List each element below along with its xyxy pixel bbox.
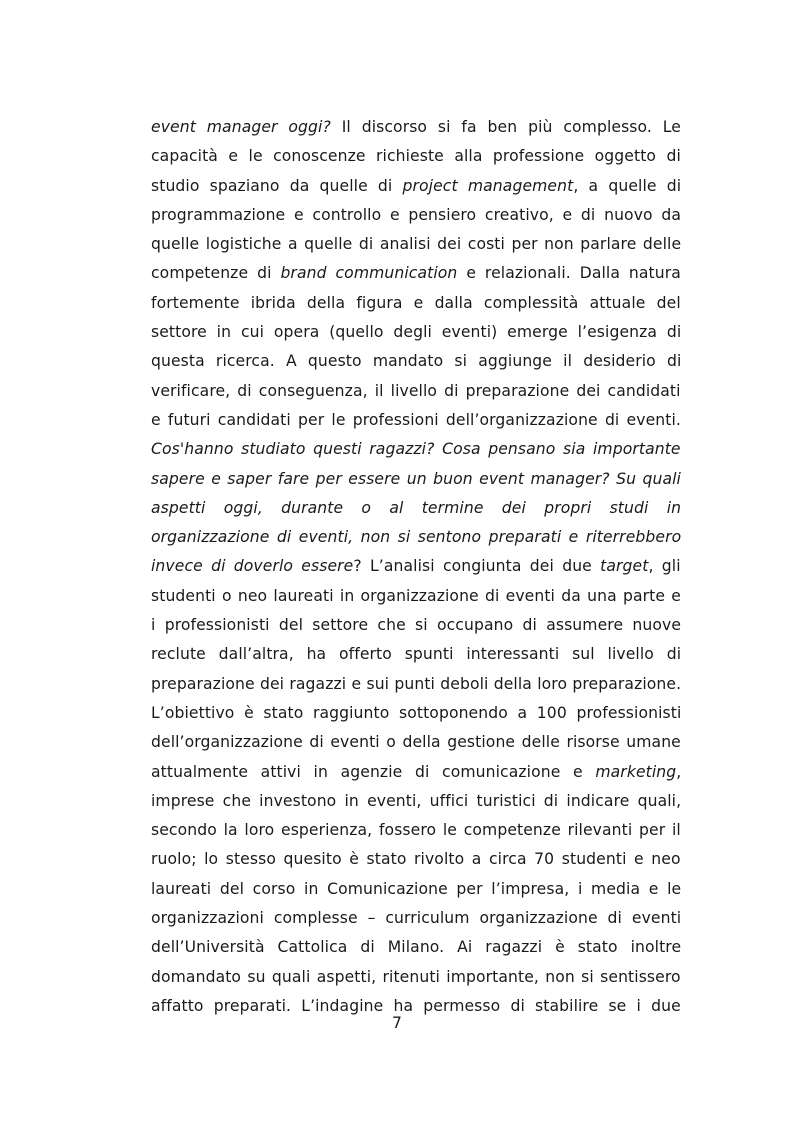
- text-segment: ruolo; lo stesso quesito è stato rivolto a circa 70 studenti e neo: [151, 850, 681, 869]
- text-line: [151, 172, 681, 201]
- text-line: [151, 816, 681, 845]
- text-segment: dell’Università Cattolica di Milano. Ai ragazzi è stato inoltre: [151, 938, 682, 957]
- text-line: [151, 552, 681, 581]
- page-number: 7: [392, 1014, 402, 1032]
- text-segment: dell’organizzazione di eventi o della gestione delle risorse umane: [151, 733, 681, 752]
- text-line: [151, 699, 681, 728]
- text-segment: affatto preparati. L’indagine ha permesso di stabilire se i due: [151, 996, 681, 1015]
- text-line: [151, 728, 681, 757]
- text-segment: imprese che investono in eventi, uffici turistici di indicare quali,: [151, 791, 682, 810]
- text-line: [151, 377, 681, 406]
- italic-text-segment: sapere e saper fare per essere un buon event manager? Su quali: [151, 469, 681, 488]
- text-segment: domandato su quali aspetti, ritenuti importante, non si sentissero: [151, 967, 681, 986]
- text-line: [151, 465, 681, 494]
- text-segment: i professionisti del settore che si occupano di assumere nuove: [151, 616, 682, 635]
- text-line: [151, 787, 681, 816]
- text-segment: questa ricerca. A questo mandato si aggiunge il desiderio di: [151, 352, 682, 371]
- italic-text-segment: brand communication: [280, 264, 458, 283]
- italic-text-segment: invece di doverlo essere: [151, 557, 354, 576]
- italic-text-segment: project management: [402, 176, 574, 195]
- text-line: [151, 230, 681, 259]
- text-segment: verificare, di conseguenza, il livello di preparazione dei candidati: [151, 381, 681, 400]
- text-line: [151, 523, 681, 552]
- text-segment: , a quelle di: [573, 176, 682, 195]
- text-line: [151, 113, 681, 142]
- text-segment: studio spaziano da quelle di: [151, 176, 403, 195]
- text-segment: preparazione dei ragazzi e sui punti deboli della loro preparazione.: [151, 674, 682, 693]
- text-line: [151, 670, 681, 699]
- body-text: [151, 113, 681, 1021]
- text-segment: organizzazioni complesse – curriculum organizzazione di eventi: [151, 909, 682, 928]
- text-line: [151, 845, 681, 874]
- italic-text-segment: marketing: [595, 762, 677, 781]
- text-line: [151, 201, 681, 230]
- text-segment: secondo la loro esperienza, fossero le competenze rilevanti per il: [151, 821, 681, 840]
- text-line: [151, 963, 681, 992]
- text-line: [151, 494, 681, 523]
- text-segment: competenze di: [151, 264, 281, 283]
- text-segment: L’obiettivo è stato raggiunto sottoponendo a 100 professionisti: [151, 703, 682, 722]
- italic-text-segment: aspetti oggi, durante o al termine dei propri studi in: [151, 498, 682, 517]
- text-line: [151, 318, 681, 347]
- italic-text-segment: event manager oggi?: [151, 118, 331, 136]
- italic-text-segment: Cos'hanno studiato questi ragazzi? Cosa pensano sia importante: [151, 440, 681, 459]
- text-segment: ? L’analisi congiunta dei due: [353, 557, 601, 576]
- text-segment: capacità e le conoscenze richieste alla professione oggetto di: [151, 147, 681, 166]
- text-segment: , gli: [648, 557, 681, 576]
- text-segment: e futuri candidati per le professioni dell’organizzazione di eventi.: [151, 410, 681, 429]
- text-line: [151, 347, 681, 376]
- text-line: [151, 904, 681, 933]
- text-segment: Il discorso si fa ben più complesso. Le: [330, 118, 682, 136]
- text-line: [151, 640, 681, 669]
- text-line: [151, 289, 681, 318]
- text-segment: studenti o neo laureati in organizzazione di eventi da una parte e: [151, 586, 681, 605]
- text-line: [151, 259, 681, 288]
- text-line: [151, 611, 681, 640]
- text-line: [151, 758, 681, 787]
- text-segment: settore in cui opera (quello degli eventi) emerge l’esigenza di: [151, 323, 682, 342]
- text-segment: laureati del corso in Comunicazione per l’impresa, i media e le: [151, 879, 682, 898]
- text-line: [151, 875, 681, 904]
- text-segment: reclute dall’altra, ha offerto spunti interessanti sul livello di: [151, 645, 682, 664]
- text-segment: ,: [676, 762, 682, 781]
- italic-text-segment: organizzazione di eventi, non si sentono preparati e riterrebbero: [151, 528, 682, 547]
- text-segment: attualmente attivi in agenzie di comunicazione e: [151, 762, 596, 781]
- text-line: [151, 406, 681, 435]
- text-segment: e relazionali. Dalla natura: [457, 264, 681, 283]
- text-segment: programmazione e controllo e pensiero creativo, e di nuovo da: [151, 205, 682, 224]
- text-line: [151, 582, 681, 611]
- text-line: [151, 933, 681, 962]
- text-line: [151, 142, 681, 171]
- text-line: [151, 435, 681, 464]
- italic-text-segment: target: [600, 557, 649, 576]
- text-segment: fortemente ibrida della figura e dalla complessità attuale del: [151, 293, 681, 312]
- text-segment: quelle logistiche a quelle di analisi dei costi per non parlare delle: [151, 235, 682, 254]
